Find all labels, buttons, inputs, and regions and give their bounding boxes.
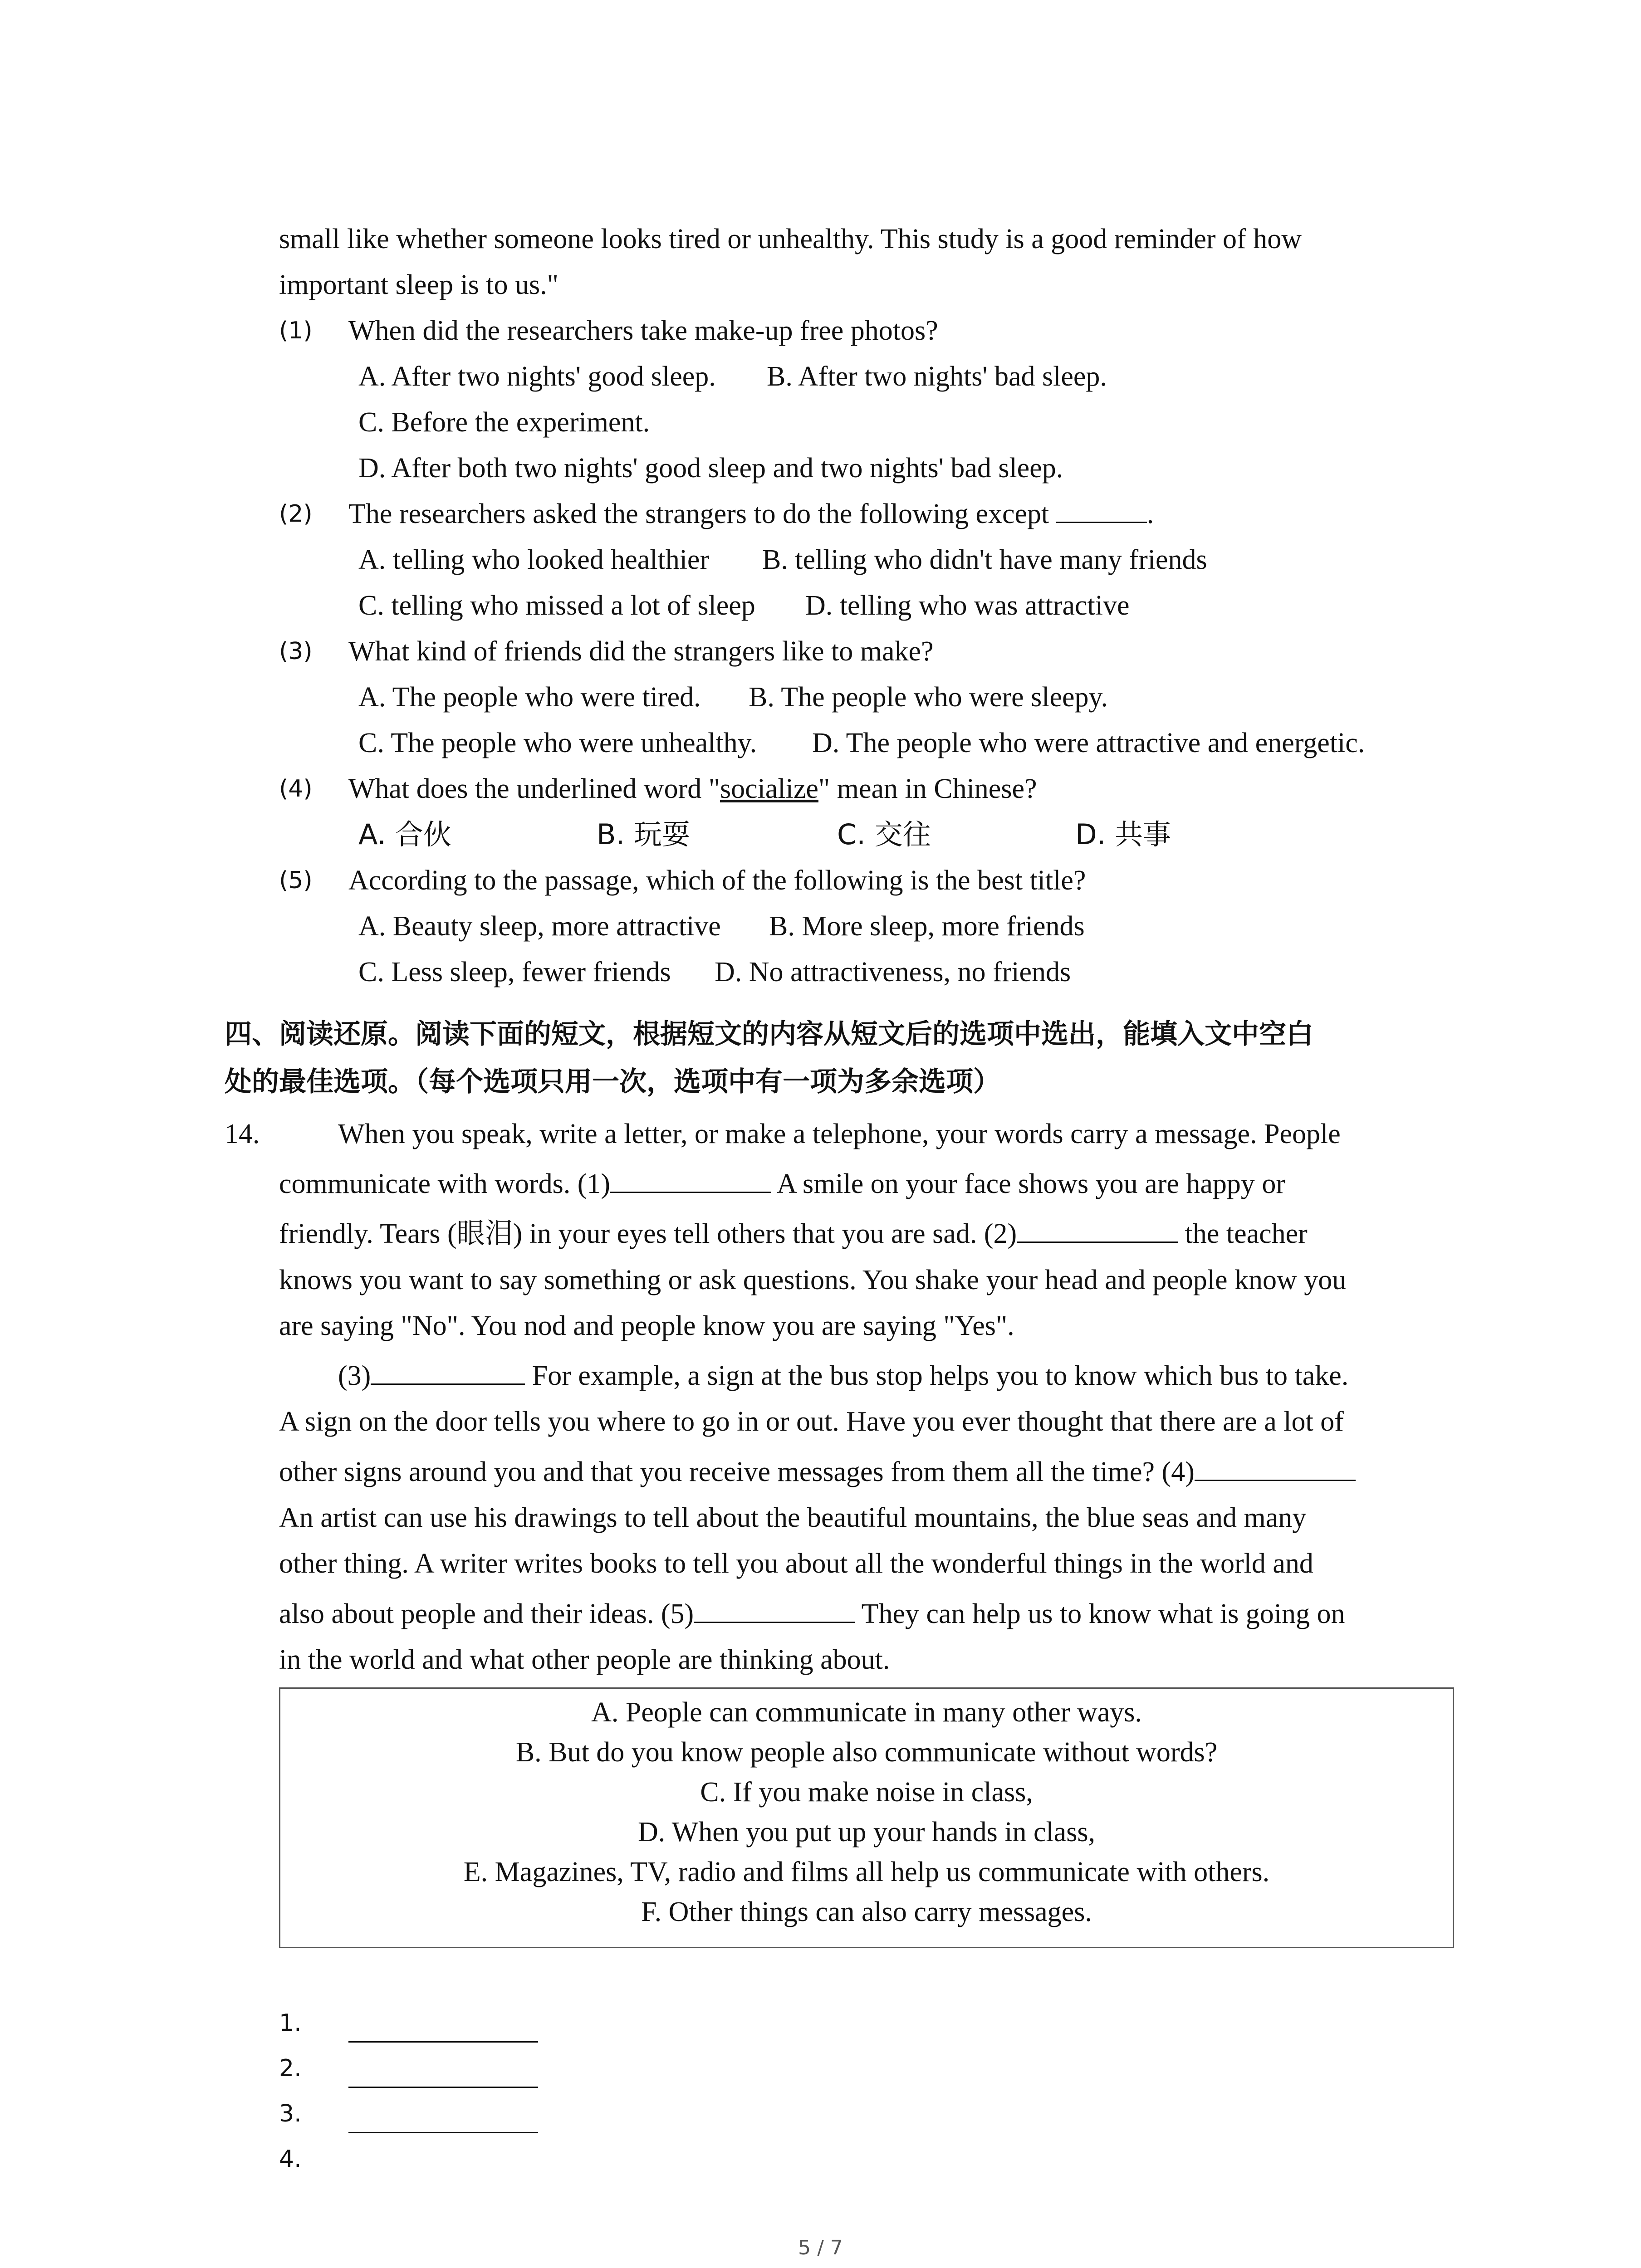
passage-line: important sleep is to us." <box>279 269 558 300</box>
option-c: C. Less sleep, fewer friends <box>358 957 671 987</box>
option-a: A. After two nights' good sleep. <box>358 361 716 392</box>
option-a: A. 合伙 <box>358 818 451 851</box>
option-d: D. telling who was attractive <box>805 590 1130 621</box>
answer-line[interactable] <box>348 2132 538 2133</box>
box-option: C. If you make noise in class, <box>700 1777 1033 1808</box>
option-b: B. More sleep, more friends <box>769 911 1085 942</box>
underlined-word: socialize <box>720 773 818 804</box>
option-c: C. Before the experiment. <box>358 407 650 438</box>
question-number: (3) <box>279 638 313 665</box>
answer-blank <box>1056 497 1147 523</box>
passage-line: A sign on the door tells you where to go in or out. Have you ever thought that there are a lot of <box>279 1406 1344 1437</box>
passage-line <box>279 1596 1345 1632</box>
option-b: B. 玩耍 <box>597 818 690 851</box>
passage-text: A smile on your face shows you are happy or <box>771 1168 1286 1199</box>
question-text <box>348 771 1037 807</box>
question-text-part: . <box>1146 499 1154 529</box>
options-box <box>279 1687 1454 1948</box>
option-c: C. 交往 <box>837 818 931 851</box>
passage-text: also about people and their ideas. (5) <box>279 1598 694 1629</box>
option-d: D. After both two nights' good sleep and two nights' bad sleep. <box>358 453 1063 484</box>
option-a: A. The people who were tired. <box>358 682 701 713</box>
passage-line <box>279 1454 1356 1490</box>
question-text-part: The researchers asked the strangers to do the following except <box>348 499 1049 529</box>
answer-blank <box>694 1597 855 1623</box>
passage-text: For example, a sign at the bus stop helps you to know which bus to take. <box>525 1360 1349 1391</box>
question-text <box>348 496 1154 532</box>
passage-line: are saying "No". You nod and people know you are saying "Yes". <box>279 1310 1014 1341</box>
question-number: (1) <box>279 317 313 344</box>
question-text: When did the researchers take make-up free photos? <box>348 315 938 346</box>
question-text: What kind of friends did the strangers like to make? <box>348 636 934 667</box>
answer-number: 2. <box>279 2055 302 2082</box>
box-option: F. Other things can also carry messages. <box>641 1897 1092 1927</box>
option-c: C. The people who were unhealthy. <box>358 728 757 758</box>
box-option: E. Magazines, TV, radio and films all help us communicate with others. <box>463 1857 1270 1887</box>
section-heading: 四、阅读还原。阅读下面的短文，根据短文的内容从短文后的选项中选出，能填入文中空白 <box>225 1018 1313 1050</box>
passage-text: communicate with words. (1) <box>279 1168 611 1199</box>
box-option: B. But do you know people also communicate without words? <box>515 1737 1218 1768</box>
passage-text: (3) <box>338 1360 371 1391</box>
question-number: 14. <box>225 1119 260 1149</box>
box-option: A. People can communicate in many other ways. <box>591 1697 1142 1728</box>
answer-number: 1. <box>279 2009 302 2037</box>
answer-line[interactable] <box>348 2041 538 2043</box>
passage-line <box>279 1216 1308 1252</box>
question-text-part: " mean in Chinese? <box>818 773 1037 804</box>
option-b: B. The people who were sleepy. <box>749 682 1108 713</box>
question-number: (5) <box>279 867 313 894</box>
passage-text: friendly. Tears (眼泪) in your eyes tell others that you are sad. (2) <box>279 1218 1017 1249</box>
passage-line: An artist can use his drawings to tell about the beautiful mountains, the blue seas and many <box>279 1502 1307 1533</box>
page-number: 5 / 7 <box>798 2236 843 2259</box>
passage-text: They can help us to know what is going on <box>855 1598 1345 1629</box>
option-b: B. telling who didn't have many friends <box>762 544 1207 575</box>
option-a: A. telling who looked healthier <box>358 544 710 575</box>
option-b: B. After two nights' bad sleep. <box>767 361 1107 392</box>
passage-line <box>338 1358 1348 1394</box>
passage-line: in the world and what other people are thinking about. <box>279 1644 890 1675</box>
passage-text: other signs around you and that you receive messages from them all the time? (4) <box>279 1457 1195 1487</box>
answer-number: 4. <box>279 2146 302 2173</box>
answer-blank <box>1017 1217 1178 1243</box>
question-text-part: What does the underlined word " <box>348 773 720 804</box>
question-number: (2) <box>279 500 313 528</box>
option-c: C. telling who missed a lot of sleep <box>358 590 755 621</box>
passage-line: small like whether someone looks tired or unhealthy. This study is a good reminder of how <box>279 224 1302 254</box>
question-text: According to the passage, which of the following is the best title? <box>348 865 1086 896</box>
option-d: D. No attractiveness, no friends <box>715 957 1071 987</box>
box-option: D. When you put up your hands in class, <box>638 1817 1095 1848</box>
passage-line <box>279 1166 1285 1202</box>
passage-text: the teacher <box>1178 1218 1308 1249</box>
answer-blank <box>371 1359 525 1385</box>
option-a: A. Beauty sleep, more attractive <box>358 911 721 942</box>
answer-blank <box>1195 1455 1356 1481</box>
answer-blank <box>610 1167 771 1193</box>
passage-line: knows you want to say something or ask questions. You shake your head and people know you <box>279 1265 1347 1295</box>
answer-line[interactable] <box>348 2087 538 2088</box>
passage-line: other thing. A writer writes books to tell you about all the wonderful things in the world and <box>279 1548 1313 1579</box>
passage-line: When you speak, write a letter, or make a telephone, your words carry a message. People <box>338 1119 1341 1149</box>
answer-number: 3. <box>279 2100 302 2127</box>
question-number: (4) <box>279 775 313 802</box>
option-d: D. The people who were attractive and energetic. <box>812 728 1365 758</box>
section-heading: 处的最佳选项。（每个选项只用一次，选项中有一项为多余选项） <box>225 1066 1000 1098</box>
option-d: D. 共事 <box>1075 818 1171 851</box>
